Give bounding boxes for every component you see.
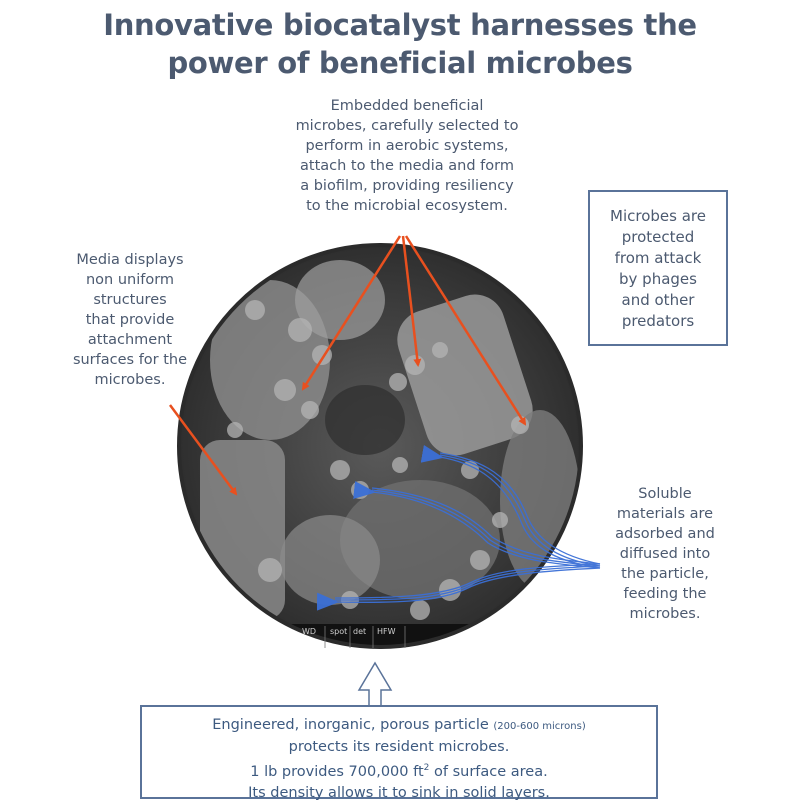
hollow-up-arrow: [359, 663, 391, 705]
callout-line: [142, 715, 656, 737]
callout-line: predators: [621, 312, 695, 330]
callout-line: non uniform: [85, 272, 175, 288]
callout-line: diffused into: [619, 546, 711, 562]
callout-microbes-protected: [588, 190, 728, 346]
svg-text:HFW: HFW: [377, 627, 396, 636]
callout-line: protects its resident microbes.: [288, 739, 510, 755]
callout-line: attach to the media and form: [300, 158, 514, 174]
callout-line: and other: [621, 291, 695, 309]
micrograph-image: [179, 245, 581, 654]
callout-line: protected: [621, 228, 695, 246]
callout-line: feeding the: [623, 586, 707, 602]
callout-line: Soluble: [638, 486, 692, 502]
superscript-2: 2: [423, 763, 430, 773]
callout-soluble-materials: [590, 484, 740, 624]
callout-line: microbes.: [629, 606, 701, 622]
callout-line: perform in aerobic systems,: [305, 138, 509, 154]
callout-line: Media displays: [76, 252, 184, 268]
callout-line: Embedded beneficial: [330, 98, 484, 114]
callout-line: to the microbial ecosystem.: [306, 198, 508, 214]
callout-embedded-microbes: [262, 96, 552, 216]
callout-line: structures: [93, 292, 167, 308]
particle-description: Engineered, inorganic, porous particle: [212, 717, 494, 733]
svg-text:spot: spot: [330, 627, 348, 636]
surface-area-suffix: of surface area.: [429, 763, 548, 780]
particle-size-range: (200-600 microns): [493, 721, 586, 732]
title-line-2: power of beneficial microbes: [167, 46, 633, 80]
callout-line: attachment: [87, 332, 173, 348]
surface-area-value: 1 lb provides 700,000 ft: [250, 763, 424, 780]
callout-media-structures: [50, 250, 210, 390]
callout-line: that provide: [85, 312, 175, 328]
callout-line: Microbes are: [610, 207, 706, 225]
callout-line: microbes.: [94, 372, 166, 388]
callout-line: materials are: [616, 506, 714, 522]
svg-text:WD: WD: [302, 627, 317, 636]
callout-line: by phages: [619, 270, 697, 288]
callout-line: adsorbed and: [615, 526, 715, 542]
callout-line: from attack: [614, 249, 702, 267]
callout-line: a biofilm, providing resiliency: [300, 178, 514, 194]
title-line-1: Innovative biocatalyst harnesses the: [103, 8, 697, 42]
svg-text:det: det: [353, 627, 367, 636]
callout-line: the particle,: [621, 566, 709, 582]
callout-line: microbes, carefully selected to: [295, 118, 519, 134]
callout-line: Its density allows it to sink in solid layers.: [248, 784, 550, 801]
callout-porous-particle: [140, 705, 658, 799]
callout-line: [142, 758, 656, 783]
callout-line: surfaces for the: [72, 352, 188, 368]
